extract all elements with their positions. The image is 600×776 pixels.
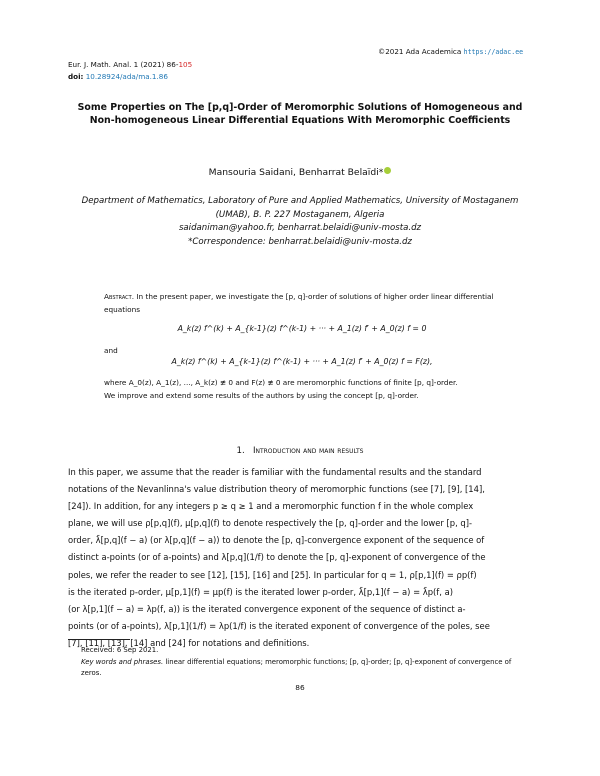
body-line: [7], [11], [13], [14] and [24] for notations and definitions. [68,637,310,648]
equation-homogeneous: A_k(z) f^(k) + A_{k-1}(z) f^(k-1) + ··· + A_1(z) f′ + A_0(z) f = 0 [177,324,427,333]
affiliation-line-2: (UMAB), B. P. 227 Mostaganem, Algeria [215,209,385,220]
footnote-rule [68,639,130,640]
authors [60,167,540,178]
body-line: plane, we will use ρ[p,q](f), μ[p,q](f) to denote respectively the [p, q]-order and the lower [p, q]- [68,518,473,529]
title-line-1: Some Properties on The [p,q]-Order of Meromorphic Solutions of Homogeneous and [77,102,523,113]
journal-line [68,60,192,69]
body-line: order, λ̄[p,q](f − a) (or λ[p,q](f − a)) to denote the [p, q]-convergence exponent of the sequence of [68,535,485,546]
journal-citation: Eur. J. Math. Anal. 1 (2021) 86- [68,60,179,69]
orcid-icon[interactable] [384,167,391,174]
section-heading [60,446,540,456]
correspondence: *Correspondence: benharrat.belaidi@univ-mosta.dz [188,236,412,247]
doi-line [68,72,168,81]
body-line: poles, we refer the reader to see [12], [15], [16] and [25]. In particular for q = 1, ρ[p,1](f) = ρp(f) [68,569,477,580]
body-line: (or λ[p,1](f − a) = λp(f, a)) is the iterated convergence exponent of the sequence of distinct a- [68,603,466,614]
title-line-2: Non-homogeneous Linear Differential Equations With Meromorphic Coefficients [89,115,511,126]
keywords [81,657,533,680]
doi-label: doi: [68,72,84,81]
header-copyright-line [378,47,523,56]
abstract-where: where A_0(z), A_1(z), ..., A_k(z) ≢ 0 and F(z) ≢ 0 are meromorphic functions of finite [p, q]-order. [104,378,458,387]
abstract-label: Abstract. [104,292,135,301]
equation-nonhomogeneous: A_k(z) f^(k) + A_{k-1}(z) f^(k-1) + ··· + A_1(z) f′ + A_0(z) f = F(z), [171,357,433,366]
abstract-text: In the present paper, we investigate the [p, q]-order of solutions of higher order linear differential equations [104,292,494,314]
emails: saidaniman@yahoo.fr, benharrat.belaidi@univ-mosta.dz [178,223,422,233]
keywords-text: linear differential equations; meromorphic functions; [p, q]-order; [p, q]-exponent of convergence of zeros. [81,657,512,678]
doi-link[interactable]: 10.28924/ada/ma.1.86 [85,72,168,81]
abstract-intro [104,290,500,316]
body-line: distinct a-points (or of a-points) and λ[p,q](1/f) to denote the [p, q]-exponent of convergence of the [68,552,486,563]
body-paragraph [68,464,532,652]
copyright: ©2021 Ada Academica [378,47,462,56]
body-line: [24]). In addition, for any integers p ≥ q ≥ 1 and a meromorphic function f in the whole complex [68,501,474,512]
body-line: notations of the Nevanlinna's value distribution theory of meromorphic functions (see [7], [9], [14], [68,484,485,495]
affiliation-line-1: Department of Mathematics, Laboratory of Pure and Applied Mathematics, University of Mostaganem [81,196,519,206]
abstract-and: and [104,346,118,355]
received-date: Received: 6 Sep 2021. [81,646,159,654]
site-link[interactable]: https://adac.ee [463,48,524,56]
page-number: 86 [295,683,305,692]
body-line: points (or of a-points), λ[p,1](1/f) = λp(1/f) is the iterated exponent of convergence of the poles, see [68,620,490,631]
section-title: Introduction and main results [252,446,364,456]
keywords-label: Key words and phrases. [81,657,164,666]
body-line: is the iterated p-order, μ[p,1](f) = μp(f) is the iterated lower p-order, λ̄[p,1](f − a) = λ̄p(f, a) [68,586,453,597]
footnotes [81,645,533,680]
last-page-link[interactable]: 105 [178,60,193,69]
affiliation [60,195,540,249]
abstract-improve: We improve and extend some results of the authors by using the concept [p, q]-order. [104,391,419,400]
paper-title [60,101,540,127]
author-names: Mansouria Saidani, Benharrat Belaïdi* [208,167,384,178]
body-line: In this paper, we assume that the reader is familiar with the fundamental results and the standard [68,467,482,477]
section-number: 1. [236,446,245,456]
